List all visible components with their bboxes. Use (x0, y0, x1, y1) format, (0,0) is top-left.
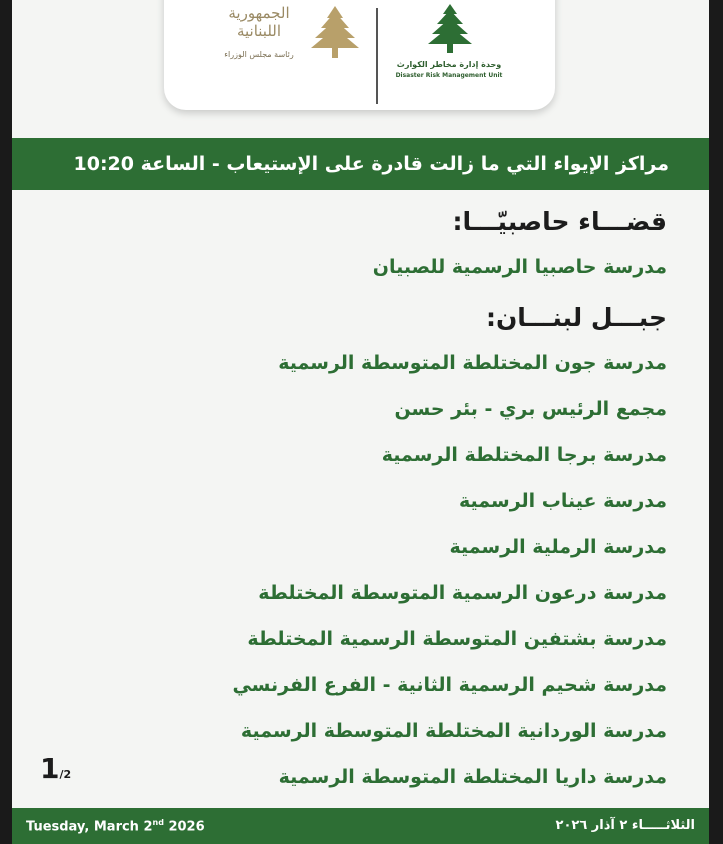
page-total: /2 (59, 768, 72, 781)
republic-name: الجمهورية اللبنانية (228, 4, 290, 40)
date-english-main: Tuesday, March 2 (26, 819, 153, 835)
date-english-suffix: nd (152, 818, 164, 827)
list-item: مدرسة شحيم الرسمية الثانية - الفرع الفرنسي (232, 674, 667, 696)
list-item: مدرسة حاصبيا الرسمية للصبيان (372, 256, 667, 278)
list-item: مدرسة برجا المختلطة الرسمية (381, 444, 667, 466)
logo-header-card (164, 0, 555, 110)
page-current: 1 (40, 752, 60, 785)
pm-office-name: رئاسة مجلس الوزراء (224, 50, 294, 59)
list-item: مدرسة الرملية الرسمية (449, 536, 667, 558)
gold-cedar-icon (305, 2, 365, 62)
page-indicator (40, 752, 71, 785)
title-banner (12, 138, 709, 190)
page-title: مراكز الإيواء التي ما زالت قادرة على الإستيعاب - الساعة 10:20 (73, 153, 669, 175)
announcement-page (12, 0, 709, 844)
list-item: مجمع الرئيس بري - بئر حسن (394, 398, 667, 420)
logo-divider (376, 8, 378, 104)
drmu-logo (389, 2, 509, 102)
list-item: مدرسة بشتفين المتوسطة الرسمية المختلطة (247, 628, 667, 650)
list-item: مدرسة الوردانية المختلطة المتوسطة الرسمية (240, 720, 667, 742)
unit-name-en: Disaster Risk Management Unit (395, 72, 503, 79)
date-english-year: 2026 (163, 819, 205, 835)
date-footer (12, 808, 709, 844)
list-item: مدرسة داريا المختلطة المتوسطة الرسمية (278, 766, 667, 788)
date-english (26, 818, 205, 834)
list-item: مدرسة عيناب الرسمية (459, 490, 667, 512)
unit-name-ar: وحدة إدارة مخاطر الكوارث (396, 60, 502, 69)
date-arabic: الثلاثـــــاء ٢ آذار ٢٠٢٦ (555, 818, 695, 833)
district-heading: جبـــل لبنـــان: (485, 303, 667, 332)
list-item: مدرسة جون المختلطة المتوسطة الرسمية (278, 352, 667, 374)
list-item: مدرسة درعون الرسمية المتوسطة المختلطة (258, 582, 667, 604)
district-heading: قضـــاء حاصبيّـــا: (452, 207, 667, 236)
government-logo (219, 2, 369, 102)
green-cedar-icon (425, 2, 475, 58)
shelter-list (27, 200, 667, 800)
